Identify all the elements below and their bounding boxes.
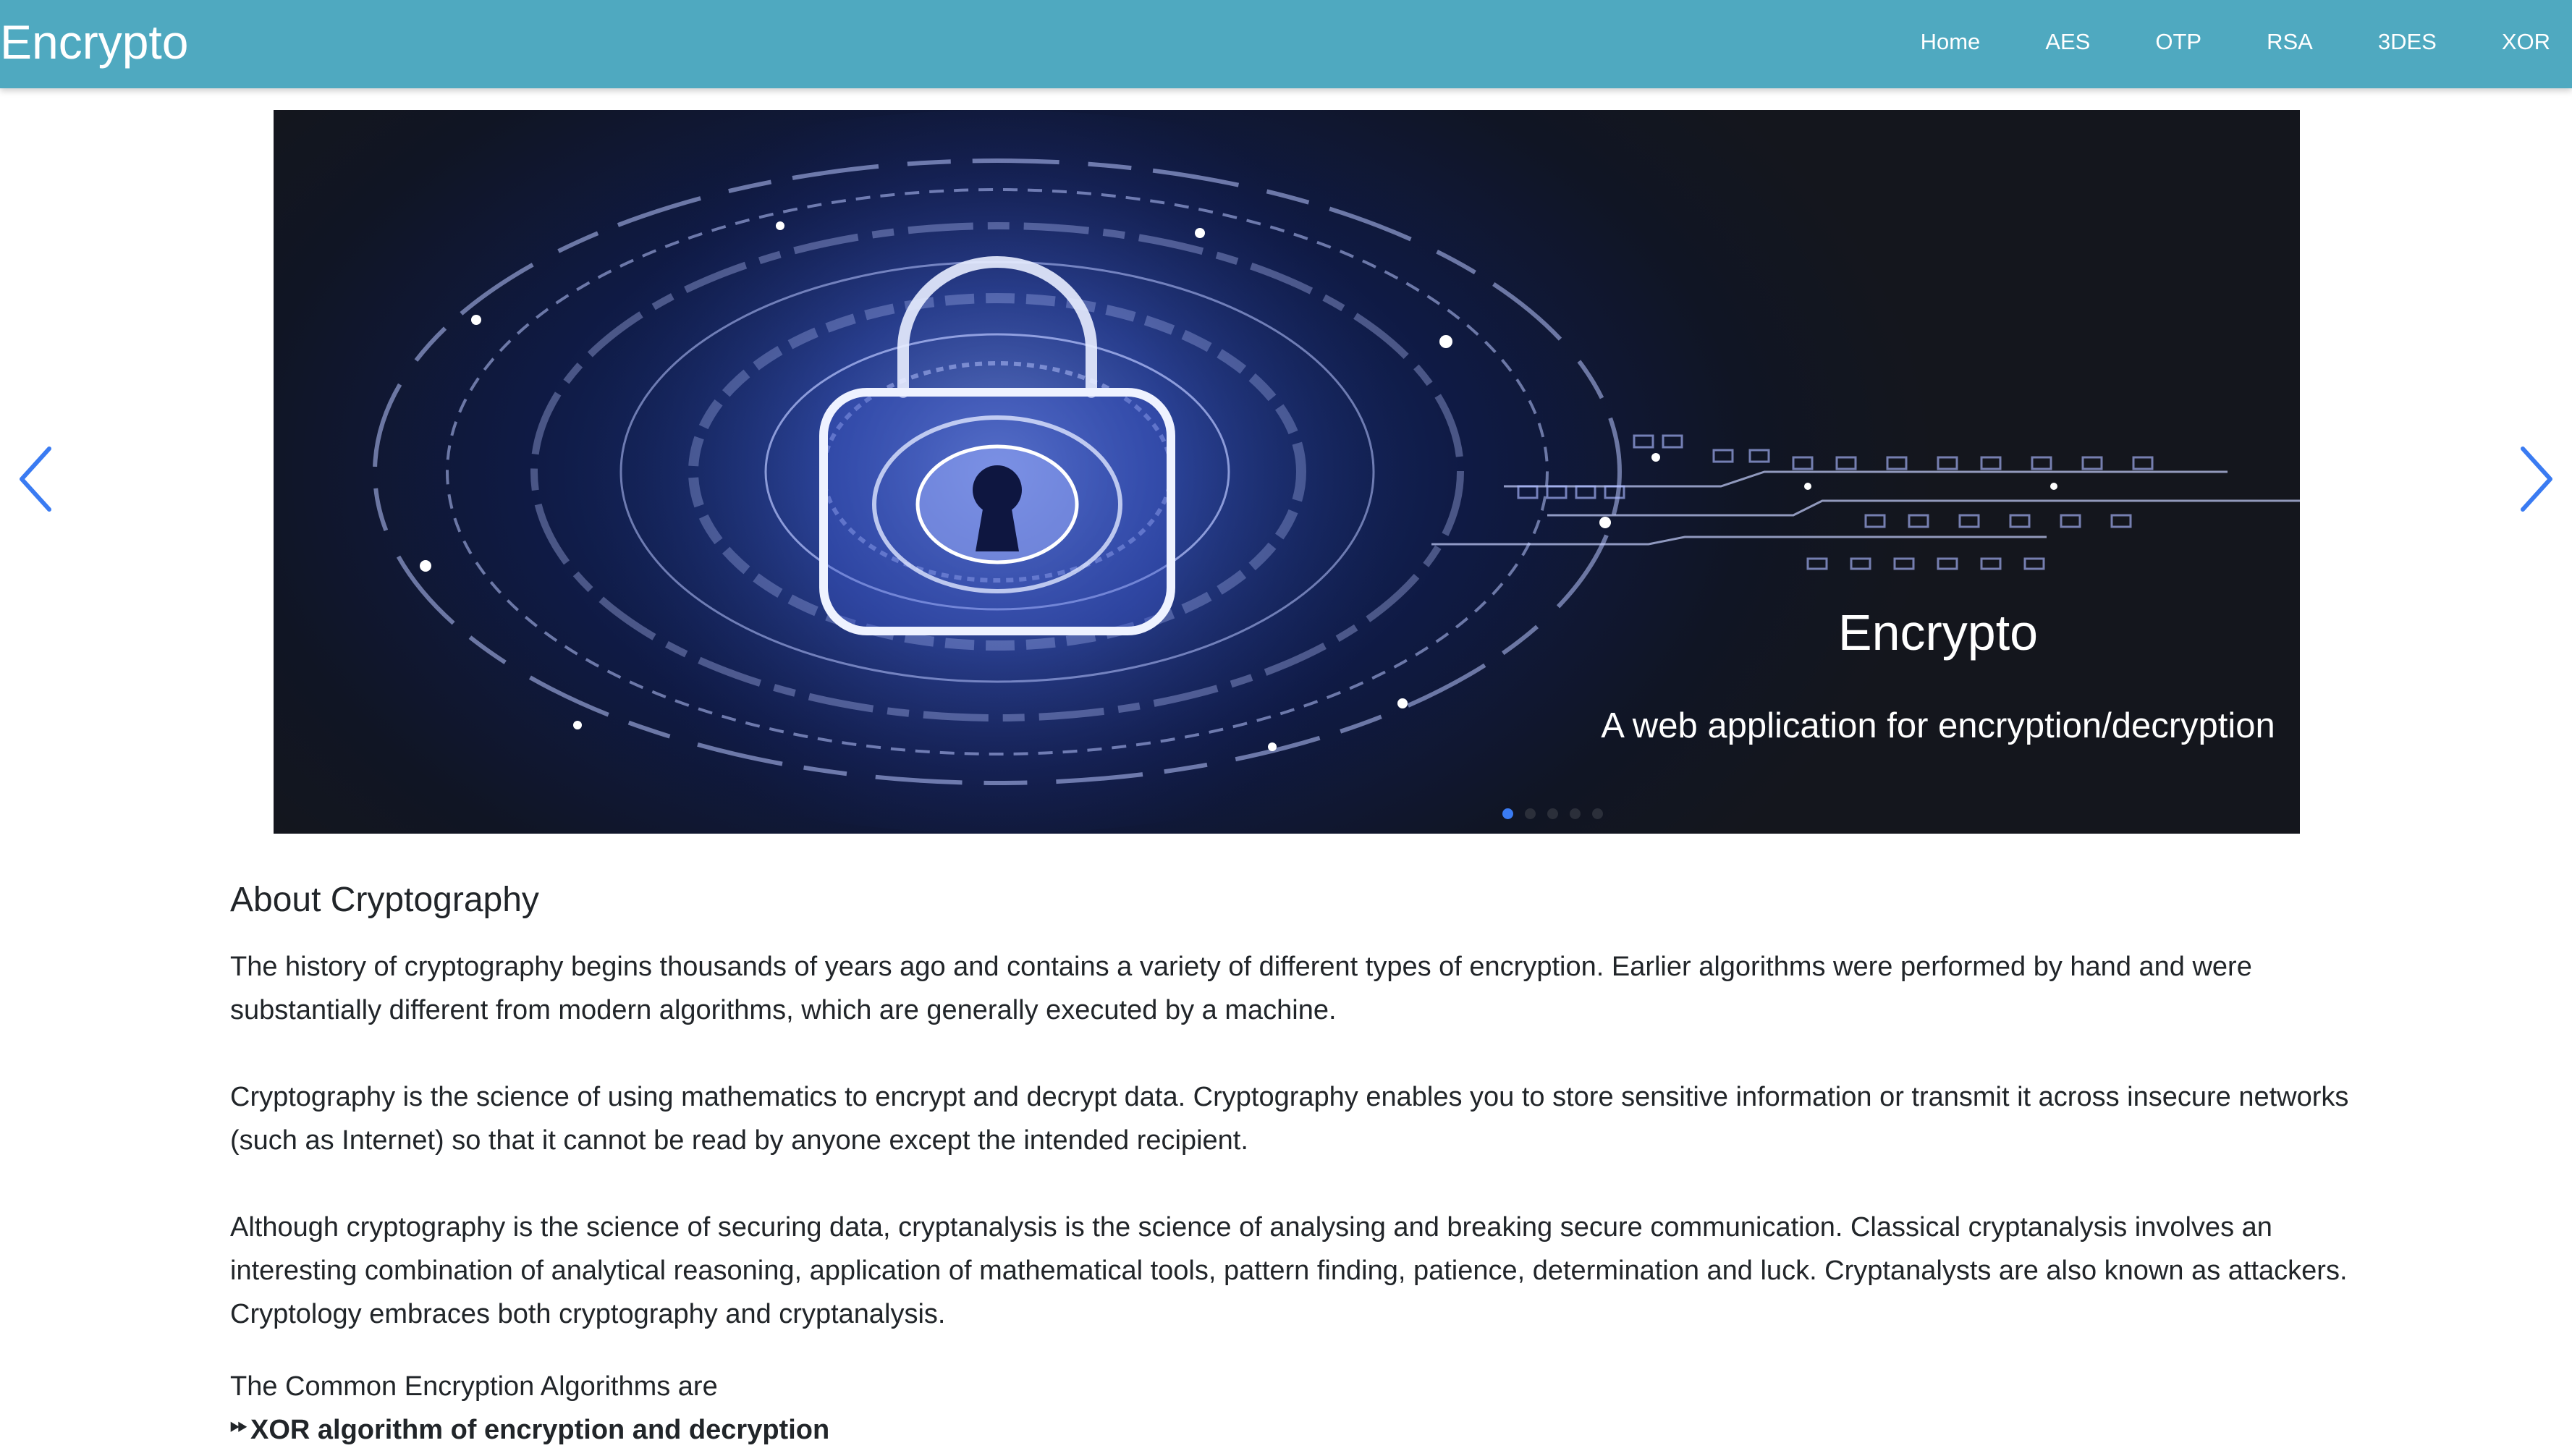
about-paragraph-definition: Cryptography is the science of using mathematics to encrypt and decrypt data. Cryptography enables you to store sensitive information or transmit it across insecure networks (such as Internet) so that it cannot be read by anyone except the intended recipient. — [230, 1082, 2349, 1156]
carousel-caption-subtitle: A web application for encryption/decryption — [1601, 706, 2275, 745]
about-paragraph-history: The history of cryptography begins thousands of years ago and contains a variety of different types of encryption. Earlier algorithms were performed by hand and were substantially different from modern algorithms, which are generally executed by a machine. — [230, 952, 2252, 1025]
nav-links — [1888, 26, 2550, 58]
carousel-indicator-4[interactable] — [1570, 808, 1581, 819]
nav-link-rsa[interactable]: RSA — [2267, 29, 2313, 54]
about-section — [230, 876, 2372, 1452]
fast-forward-icon: ⏩︎ — [230, 1413, 248, 1437]
algorithm-label: XOR algorithm of encryption and decryption — [250, 1415, 830, 1445]
carousel-prev-button[interactable] — [7, 436, 65, 522]
nav-link-aes[interactable]: AES — [2045, 29, 2091, 54]
nav-link-xor[interactable]: XOR — [2501, 29, 2550, 54]
carousel-indicator-3[interactable] — [1547, 808, 1558, 819]
chevron-right-icon — [2507, 436, 2565, 522]
carousel-caption-title: Encrypto — [1837, 604, 2039, 661]
about-paragraph-cryptanalysis: Although cryptography is the science of securing data, cryptanalysis is the science of analysing and breaking secure communication. Classical cryptanalysis involves an interesting combination of analytical reasoning, application of mathematical tools, pattern finding, patience, determination and luck. Cryptanalysts are also known as attackers. Cryptology embraces both cryptography and cryptanalysis. — [230, 1212, 2348, 1329]
about-heading: About Cryptography — [230, 881, 539, 919]
carousel-slide — [274, 110, 2300, 834]
carousel-next-button[interactable] — [2507, 436, 2565, 522]
navbar — [0, 0, 2572, 88]
chevron-left-icon — [7, 436, 65, 522]
carousel-indicator-2[interactable] — [1525, 808, 1536, 819]
carousel-indicators — [1502, 808, 1603, 819]
carousel-indicator-1[interactable] — [1502, 808, 1513, 819]
hero-carousel — [0, 88, 2572, 841]
nav-link-3des[interactable]: 3DES — [2377, 29, 2437, 54]
algorithms-intro: The Common Encryption Algorithms are — [230, 1371, 718, 1402]
nav-link-otp[interactable]: OTP — [2155, 29, 2202, 54]
nav-link-home[interactable]: Home — [1920, 29, 1981, 54]
carousel-indicator-5[interactable] — [1592, 808, 1603, 819]
algorithm-link-xor[interactable] — [230, 1408, 2372, 1452]
brand-logo-link[interactable]: Encrypto — [0, 15, 189, 69]
